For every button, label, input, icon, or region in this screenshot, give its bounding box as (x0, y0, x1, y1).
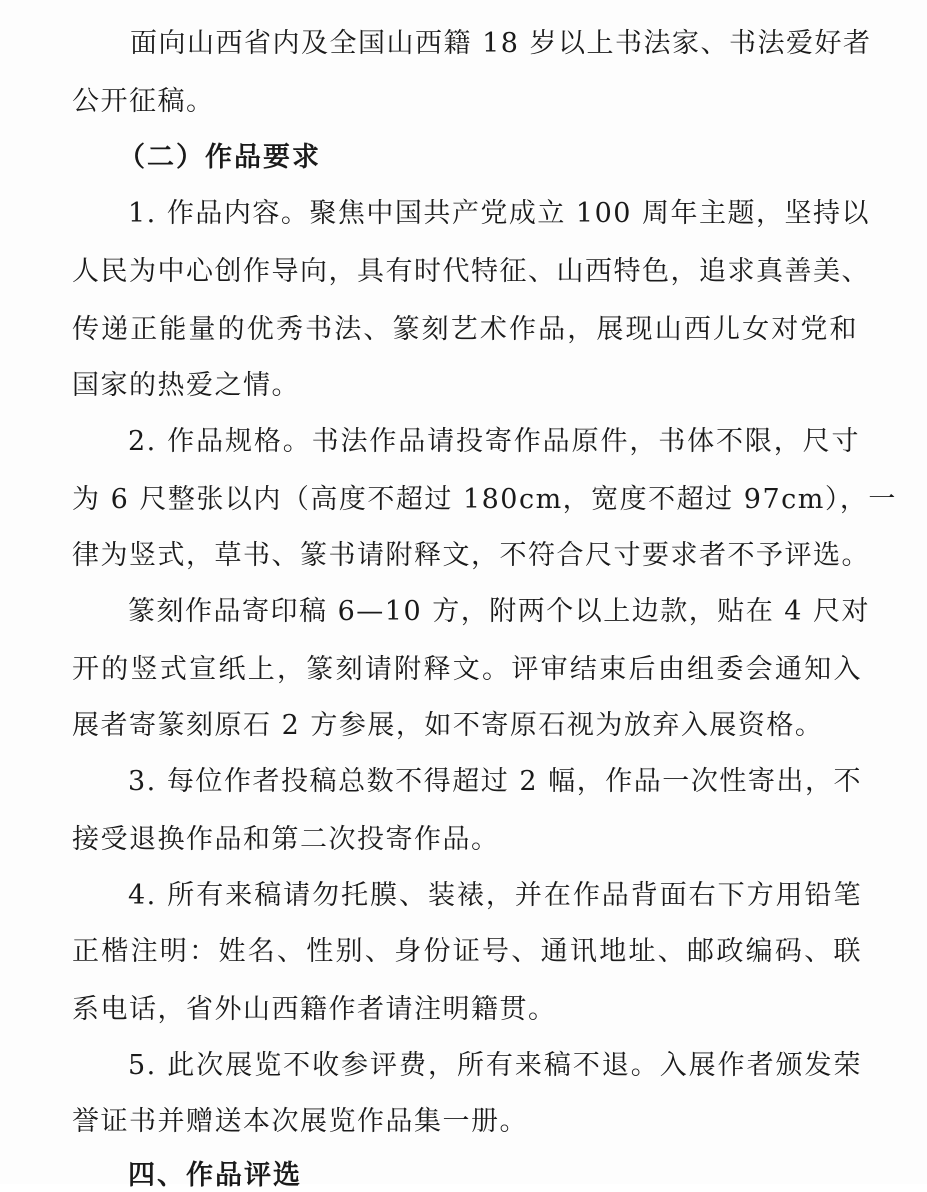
text-line: 1. 作品内容。聚焦中国共产党成立 100 周年主题，坚持以 (128, 198, 871, 229)
text-line: 3. 每位作者投稿总数不得超过 2 幅，作品一次性寄出，不 (128, 766, 862, 797)
text-line: 律为竖式，草书、篆书请附释文，不符合尺寸要求者不予评选。 (72, 540, 870, 571)
text-line: 传递正能量的优秀书法、篆刻艺术作品，展现山西儿女对党和 (72, 314, 858, 345)
text-line: 展者寄篆刻原石 2 方参展，如不寄原石视为放弃入展资格。 (72, 710, 824, 741)
section-heading: （二）作品要求 (118, 142, 321, 173)
text-line: 5. 此次展览不收参评费，所有来稿不退。入展作者颁发荣 (128, 1050, 862, 1081)
text-line: 公开征稿。 (72, 86, 215, 117)
text-line: 接受退换作品和第二次投寄作品。 (72, 824, 500, 855)
text-line: 正楷注明：姓名、性别、身份证号、通讯地址、邮政编码、联 (72, 936, 862, 967)
text-line: 2. 作品规格。书法作品请投寄作品原件，书体不限，尺寸 (128, 426, 860, 457)
text-line: 为 6 尺整张以内（高度不超过 180cm，宽度不超过 97cm），一 (72, 484, 897, 515)
text-line: 誉证书并赠送本次展览作品集一册。 (72, 1106, 528, 1137)
text-line: 国家的热爱之情。 (72, 370, 300, 401)
text-line: 开的竖式宣纸上，篆刻请附释文。评审结束后由组委会通知入 (72, 654, 862, 685)
text-line: 系电话，省外山西籍作者请注明籍贯。 (72, 994, 557, 1025)
section-heading: 四、作品评选 (128, 1160, 302, 1191)
text-line: 人民为中心创作导向，具有时代特征、山西特色，追求真善美、 (72, 256, 870, 287)
text-line: 篆刻作品寄印稿 6—10 方，附两个以上边款，贴在 4 尺对 (128, 596, 871, 627)
text-line: 面向山西省内及全国山西籍 18 岁以上书法家、书法爱好者 (130, 28, 872, 59)
text-line: 4. 所有来稿请勿托膜、装裱，并在作品背面右下方用铅笔 (128, 880, 862, 911)
